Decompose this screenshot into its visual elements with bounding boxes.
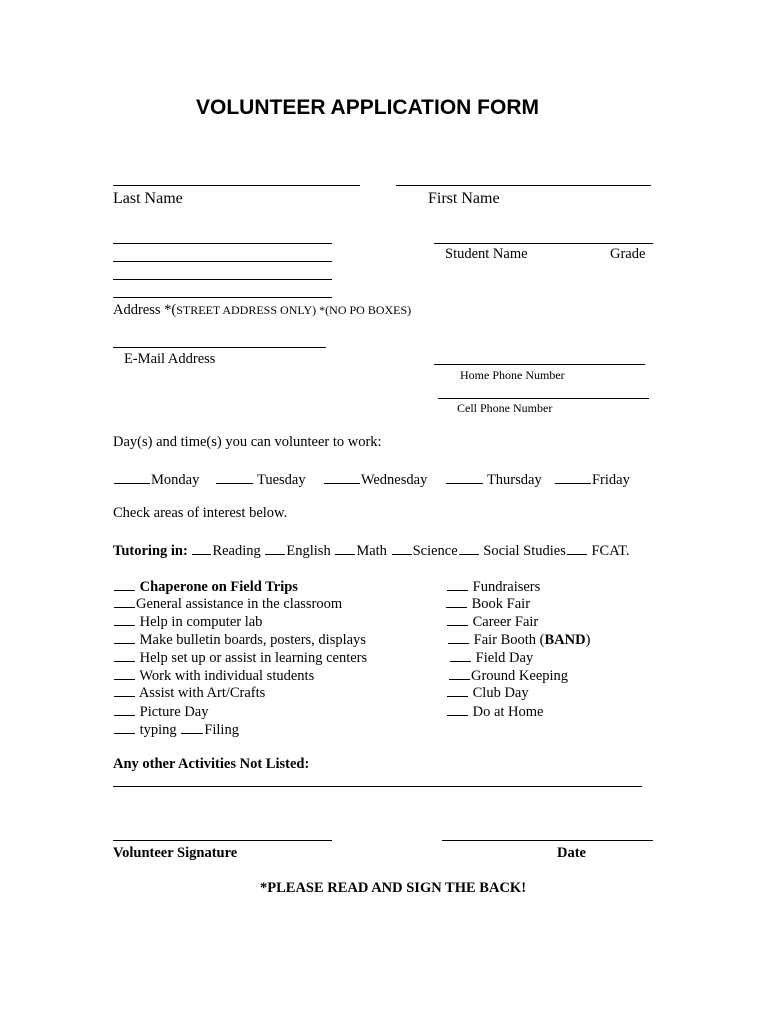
last-name-field[interactable] — [113, 185, 360, 186]
option-checkbox[interactable] — [447, 612, 468, 626]
day-checkbox[interactable] — [555, 470, 591, 484]
subject-checkbox[interactable] — [265, 541, 285, 555]
option-art-crafts — [113, 683, 265, 702]
date-field[interactable] — [442, 840, 653, 841]
band-label: BAND — [544, 632, 586, 648]
option-checkbox[interactable] — [446, 594, 467, 608]
subject-option: Math — [356, 543, 387, 559]
option-checkbox[interactable] — [114, 720, 135, 734]
address-label — [113, 301, 411, 319]
option-checkbox[interactable] — [114, 577, 135, 591]
home-phone-label: Home Phone Number — [460, 368, 565, 382]
day-option: Friday — [591, 472, 630, 488]
subject-checkbox[interactable] — [192, 541, 211, 555]
option-learning-centers — [113, 648, 367, 667]
option-typing-filing — [113, 720, 239, 739]
subject-checkbox[interactable] — [392, 541, 412, 555]
day-checkbox[interactable] — [216, 470, 253, 484]
option-label: Do at Home — [472, 704, 544, 720]
option-label: Book Fair — [471, 596, 531, 612]
option-checkbox[interactable] — [114, 666, 135, 680]
option-checkbox[interactable] — [447, 702, 468, 716]
option-label: Ground Keeping — [471, 668, 569, 684]
subject-option: FCAT. — [591, 543, 630, 559]
day-checkbox[interactable] — [324, 470, 360, 484]
option-club-day — [446, 683, 529, 702]
option-do-at-home — [446, 702, 544, 721]
option-checkbox[interactable] — [114, 648, 135, 662]
option-book-fair — [445, 594, 530, 613]
form-title: VOLUNTEER APPLICATION FORM — [196, 96, 539, 119]
student-name-grade-field[interactable] — [434, 243, 653, 244]
close-paren: ) — [585, 632, 591, 648]
option-checkbox[interactable] — [114, 594, 135, 608]
option-checkbox[interactable] — [448, 630, 469, 644]
option-label: Career Fair — [472, 614, 539, 630]
option-general-assistance — [113, 594, 342, 613]
signature-field[interactable] — [113, 840, 332, 841]
email-field[interactable] — [113, 347, 326, 348]
home-phone-field[interactable] — [434, 364, 645, 365]
option-checkbox[interactable] — [114, 702, 135, 716]
day-option: Thursday — [486, 472, 542, 488]
subject-option: English — [286, 543, 331, 559]
date-label: Date — [557, 845, 586, 861]
option-bulletin-boards — [113, 630, 366, 649]
option-label: Fundraisers — [472, 579, 541, 595]
day-option: Tuesday — [256, 472, 306, 488]
grade-label: Grade — [610, 246, 646, 262]
option-checkbox[interactable] — [114, 612, 135, 626]
day-option: Wednesday — [360, 472, 428, 488]
other-activities-field[interactable] — [113, 786, 642, 787]
option-computer-lab — [113, 612, 262, 631]
last-name-label: Last Name — [113, 190, 183, 207]
option-checkbox[interactable] — [450, 648, 471, 662]
email-label: E-Mail Address — [124, 351, 216, 367]
subject-option: Science — [412, 543, 458, 559]
option-career-fair — [446, 612, 538, 631]
option-label: Help set up or assist in learning centers — [139, 650, 368, 666]
address-label-prefix: Address *( — [113, 302, 177, 318]
address-line-2[interactable] — [113, 261, 332, 262]
option-checkbox[interactable] — [114, 630, 135, 644]
option-checkbox[interactable] — [181, 720, 203, 734]
option-label: Fair Booth ( — [473, 632, 545, 648]
days-prompt: Day(s) and time(s) you can volunteer to work: — [113, 434, 382, 450]
subject-option: Reading — [212, 543, 261, 559]
interest-prompt: Check areas of interest below. — [113, 505, 288, 521]
day-checkbox[interactable] — [114, 470, 150, 484]
option-label: typing — [139, 722, 177, 738]
option-checkbox[interactable] — [447, 683, 468, 697]
other-activities-label: Any other Activities Not Listed: — [113, 756, 310, 772]
option-label: Assist with Art/Crafts — [138, 685, 266, 701]
option-label: Filing — [204, 722, 239, 738]
first-name-field[interactable] — [396, 185, 651, 186]
address-line-1[interactable] — [113, 243, 332, 244]
option-label: Picture Day — [139, 704, 209, 720]
option-checkbox[interactable] — [447, 577, 468, 591]
subject-option: Social Studies — [483, 543, 566, 559]
address-line-4[interactable] — [113, 297, 332, 298]
option-label: Chaperone on Field Trips — [139, 579, 298, 595]
subject-checkbox[interactable] — [567, 541, 587, 555]
cell-phone-label: Cell Phone Number — [457, 401, 553, 415]
option-label: General assistance in the classroom — [136, 596, 343, 612]
option-picture-day — [113, 702, 208, 721]
day-option: Monday — [151, 472, 200, 488]
option-label: Work with individual students — [139, 668, 315, 684]
day-checkbox[interactable] — [446, 470, 483, 484]
option-checkbox[interactable] — [449, 666, 470, 680]
subject-checkbox[interactable] — [335, 541, 355, 555]
address-label-rest: STREET ADDRESS ONLY) *(NO PO BOXES) — [176, 303, 412, 317]
option-label: Make bulletin boards, posters, displays — [139, 632, 366, 648]
option-checkbox[interactable] — [114, 683, 135, 697]
footer-note: *PLEASE READ AND SIGN THE BACK! — [260, 880, 527, 896]
option-label: Help in computer lab — [139, 614, 263, 630]
first-name-label: First Name — [428, 190, 500, 207]
days-row — [113, 470, 630, 489]
option-label: Field Day — [475, 650, 534, 666]
student-name-label: Student Name — [445, 246, 528, 262]
tutoring-row — [113, 541, 630, 560]
tutoring-label: Tutoring in: — [113, 543, 188, 559]
option-label: Club Day — [472, 685, 529, 701]
cell-phone-field[interactable] — [438, 398, 649, 399]
signature-label: Volunteer Signature — [113, 845, 238, 861]
address-line-3[interactable] — [113, 279, 332, 280]
option-fair-booth — [447, 630, 590, 649]
option-field-day — [449, 648, 533, 667]
subject-checkbox[interactable] — [459, 541, 479, 555]
